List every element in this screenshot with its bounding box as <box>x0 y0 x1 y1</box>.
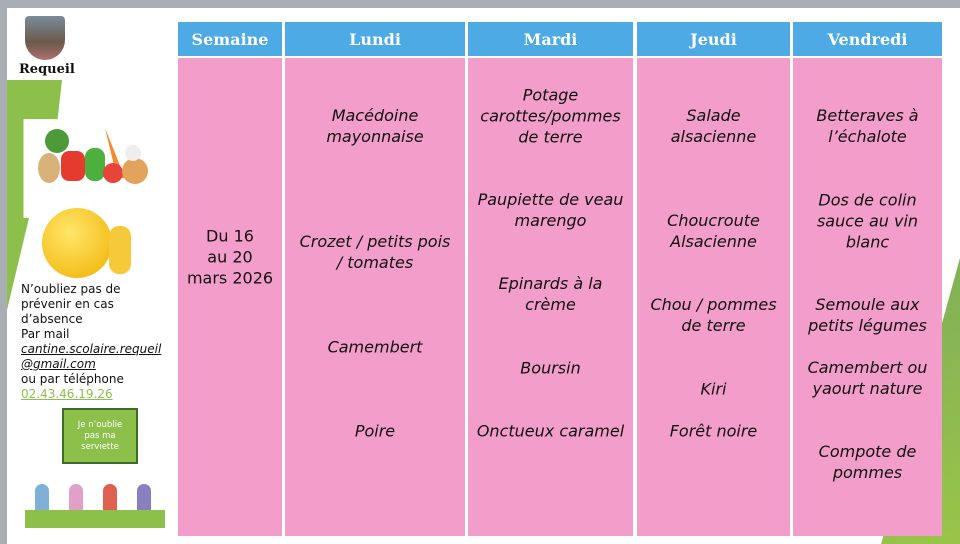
menu-item: Salade alsacienne <box>670 106 757 146</box>
notice-text: N’oubliez pas de prévenir en cas d’absence Par mail <box>21 282 121 341</box>
phone-label: ou par téléphone <box>21 372 124 386</box>
header-semaine: Semaine <box>178 22 282 56</box>
week-dates: Du 16 au 20 mars 2026 <box>186 226 274 288</box>
header-lundi: Lundi <box>285 22 465 56</box>
column-vendredi <box>793 58 942 536</box>
email-link[interactable]: cantine.scolaire.requeil <box>21 342 162 356</box>
children-at-table-illustration <box>17 478 167 528</box>
menu-slide <box>7 8 960 544</box>
menu-item: Kiri <box>700 379 727 399</box>
menu-item: Semoule aux petits légumes <box>808 295 927 335</box>
menu-item: Camembert <box>327 337 423 357</box>
menu-item: Poire <box>354 421 396 441</box>
column-lundi <box>285 58 465 536</box>
town-crest-logo <box>25 16 65 60</box>
speech-bubble <box>62 408 138 464</box>
menu-item: Macédoine mayonnaise <box>326 106 424 146</box>
menu-item: Epinards à la crème <box>498 274 603 314</box>
menu-item: Forêt noire <box>669 421 758 441</box>
menu-item: Choucroute Alsacienne <box>667 211 760 251</box>
menu-item: Crozet / petits pois / tomates <box>299 232 451 272</box>
header-mardi: Mardi <box>468 22 633 56</box>
column-semaine <box>178 58 282 536</box>
header-vendredi: Vendredi <box>793 22 942 56</box>
thumbs-up-icon <box>109 226 131 274</box>
green-decoration <box>7 80 62 310</box>
menu-item: Onctueux caramel <box>476 421 625 441</box>
email-link-domain[interactable]: @gmail.com <box>21 357 96 371</box>
menu-item: Paupiette de veau marengo <box>477 190 624 230</box>
menu-item: Boursin <box>520 358 581 378</box>
menu-item: Chou / pommes de terre <box>650 295 777 335</box>
menu-item: Compote de pommes <box>818 442 917 482</box>
smiley-emoji-icon <box>42 208 112 278</box>
menu-item: Betteraves à l’échalote <box>816 106 919 146</box>
column-mardi <box>468 58 633 536</box>
absence-notice <box>21 282 161 402</box>
menu-item: Camembert ou yaourt nature <box>807 358 928 398</box>
town-name: Requeil <box>19 62 75 77</box>
header-jeudi: Jeudi <box>637 22 790 56</box>
bubble-text: Je n’oublie pas ma serviette <box>77 420 123 452</box>
menu-item: Dos de colin sauce au vin blanc <box>816 190 919 252</box>
vegetables-illustration <box>35 123 155 188</box>
column-jeudi <box>637 58 790 536</box>
menu-item: Potage carottes/pommes de terre <box>480 85 621 147</box>
phone-link[interactable]: 02.43.46.19.26 <box>21 387 113 401</box>
